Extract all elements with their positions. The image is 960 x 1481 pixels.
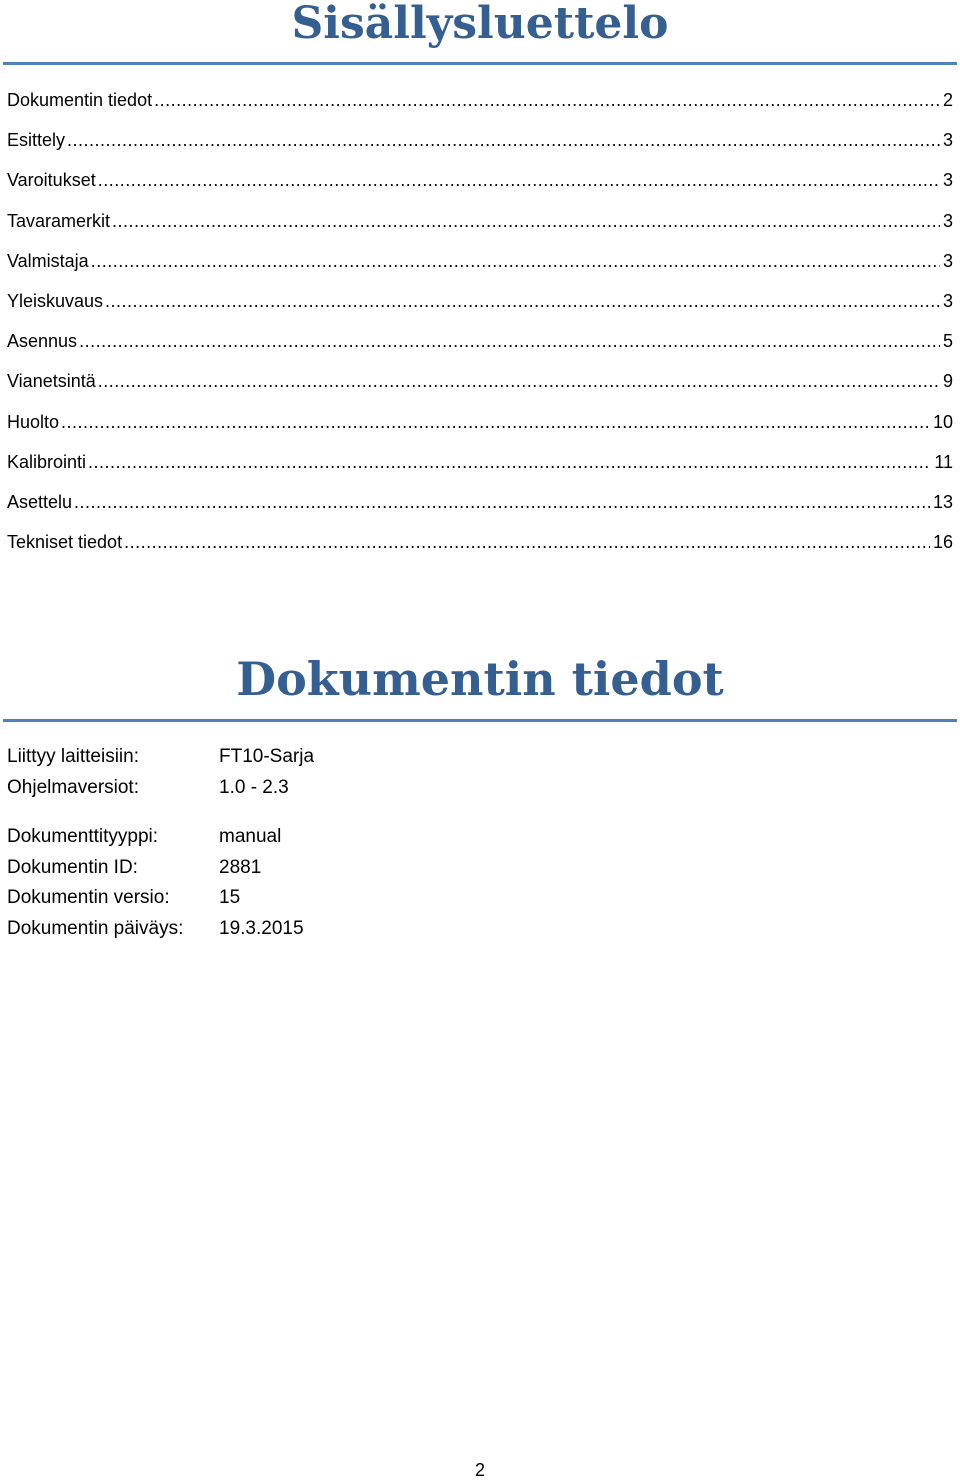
toc-entry-page: 9	[942, 371, 953, 392]
toc-entry-label: Esittely	[7, 130, 66, 151]
info-value: manual	[219, 826, 282, 847]
info-label: Dokumentin ID:	[7, 856, 138, 878]
info-value: 15	[219, 887, 241, 908]
toc-entry-label: Dokumentin tiedot	[7, 90, 153, 110]
document-info-title: Dokumentin tiedot	[236, 652, 724, 706]
document-info-title-rule	[3, 719, 957, 722]
info-label: Dokumentin päiväys:	[7, 917, 184, 939]
toc-entry-page: 5	[942, 331, 953, 352]
document-info-table	[7, 746, 314, 948]
toc-entry-yleiskuvaus[interactable]	[7, 291, 953, 331]
toc-entry-page: 16	[932, 532, 953, 553]
toc-entry-label: Kalibrointi	[7, 451, 87, 472]
toc-entry-vianetsinta[interactable]	[7, 371, 953, 411]
info-row-document-date	[7, 918, 314, 949]
toc-entry-page: 3	[942, 290, 953, 311]
toc-entry-page: 11	[934, 451, 953, 472]
toc-dot-leader	[88, 452, 931, 473]
toc-entry-label: Huolto	[7, 411, 60, 432]
toc-entry-esittely[interactable]	[7, 130, 953, 170]
toc-entry-label: Yleiskuvaus	[7, 290, 104, 311]
toc-entry-valmistaja[interactable]	[7, 251, 953, 291]
toc-entry-label: Varoitukset	[7, 170, 96, 191]
toc-entry-label: Asennus	[7, 331, 78, 352]
page-number: 2	[474, 1460, 485, 1480]
info-label: Dokumenttityyppi:	[7, 826, 159, 847]
toc-entry-tekniset-tiedot[interactable]	[7, 532, 953, 572]
toc-dot-leader	[154, 90, 940, 111]
toc-dot-leader	[74, 492, 930, 513]
toc-dot-leader	[98, 371, 940, 392]
toc-entry-label: Tekniset tiedot	[7, 532, 123, 553]
toc-entry-page: 2	[942, 90, 953, 110]
toc-entry-page: 3	[942, 250, 953, 271]
info-label: Liittyy laitteisiin:	[7, 746, 139, 767]
info-value: 1.0 - 2.3	[219, 776, 289, 798]
info-row-related-devices	[7, 746, 314, 777]
toc-dot-leader	[79, 331, 940, 352]
toc-dot-leader	[91, 251, 940, 272]
info-value: FT10-Sarja	[219, 746, 315, 767]
info-row-document-id	[7, 857, 314, 888]
toc-entry-page: 10	[932, 411, 953, 432]
info-row-document-type	[7, 826, 314, 857]
toc-entry-page: 3	[942, 210, 953, 231]
info-row-software-versions	[7, 777, 314, 808]
toc-entry-tavaramerkit[interactable]	[7, 211, 953, 251]
toc-entry-page: 3	[942, 130, 953, 151]
info-label: Dokumentin versio:	[7, 887, 170, 908]
toc-dot-leader	[105, 291, 940, 312]
toc-entry-label: Tavaramerkit	[7, 210, 111, 231]
toc-entry-kalibrointi[interactable]	[7, 452, 953, 492]
toc-entry-page: 3	[942, 170, 953, 191]
info-label: Ohjelmaversiot:	[7, 776, 139, 798]
toc-entry-page: 13	[932, 491, 953, 512]
toc-dot-leader	[98, 170, 940, 191]
info-value: 2881	[219, 856, 262, 878]
toc-entry-label: Valmistaja	[7, 250, 89, 271]
toc-entry-asennus[interactable]	[7, 331, 953, 371]
toc-dot-leader	[112, 211, 940, 232]
toc-entry-label: Vianetsintä	[7, 371, 96, 392]
toc-dot-leader	[61, 412, 930, 433]
toc-entry-varoitukset[interactable]	[7, 170, 953, 210]
info-row-document-version	[7, 887, 314, 918]
info-spacer	[7, 807, 314, 826]
toc-list	[7, 90, 953, 572]
info-value: 19.3.2015	[219, 917, 304, 939]
toc-entry-asettelu[interactable]	[7, 492, 953, 532]
toc-entry-huolto[interactable]	[7, 412, 953, 452]
toc-dot-leader	[67, 130, 940, 151]
toc-title-rule	[3, 62, 957, 65]
toc-dot-leader	[124, 532, 930, 553]
toc-entry-dokumentin-tiedot[interactable]	[7, 90, 953, 130]
toc-title: Sisällysluettelo	[291, 0, 669, 49]
toc-entry-label: Asettelu	[7, 491, 73, 512]
